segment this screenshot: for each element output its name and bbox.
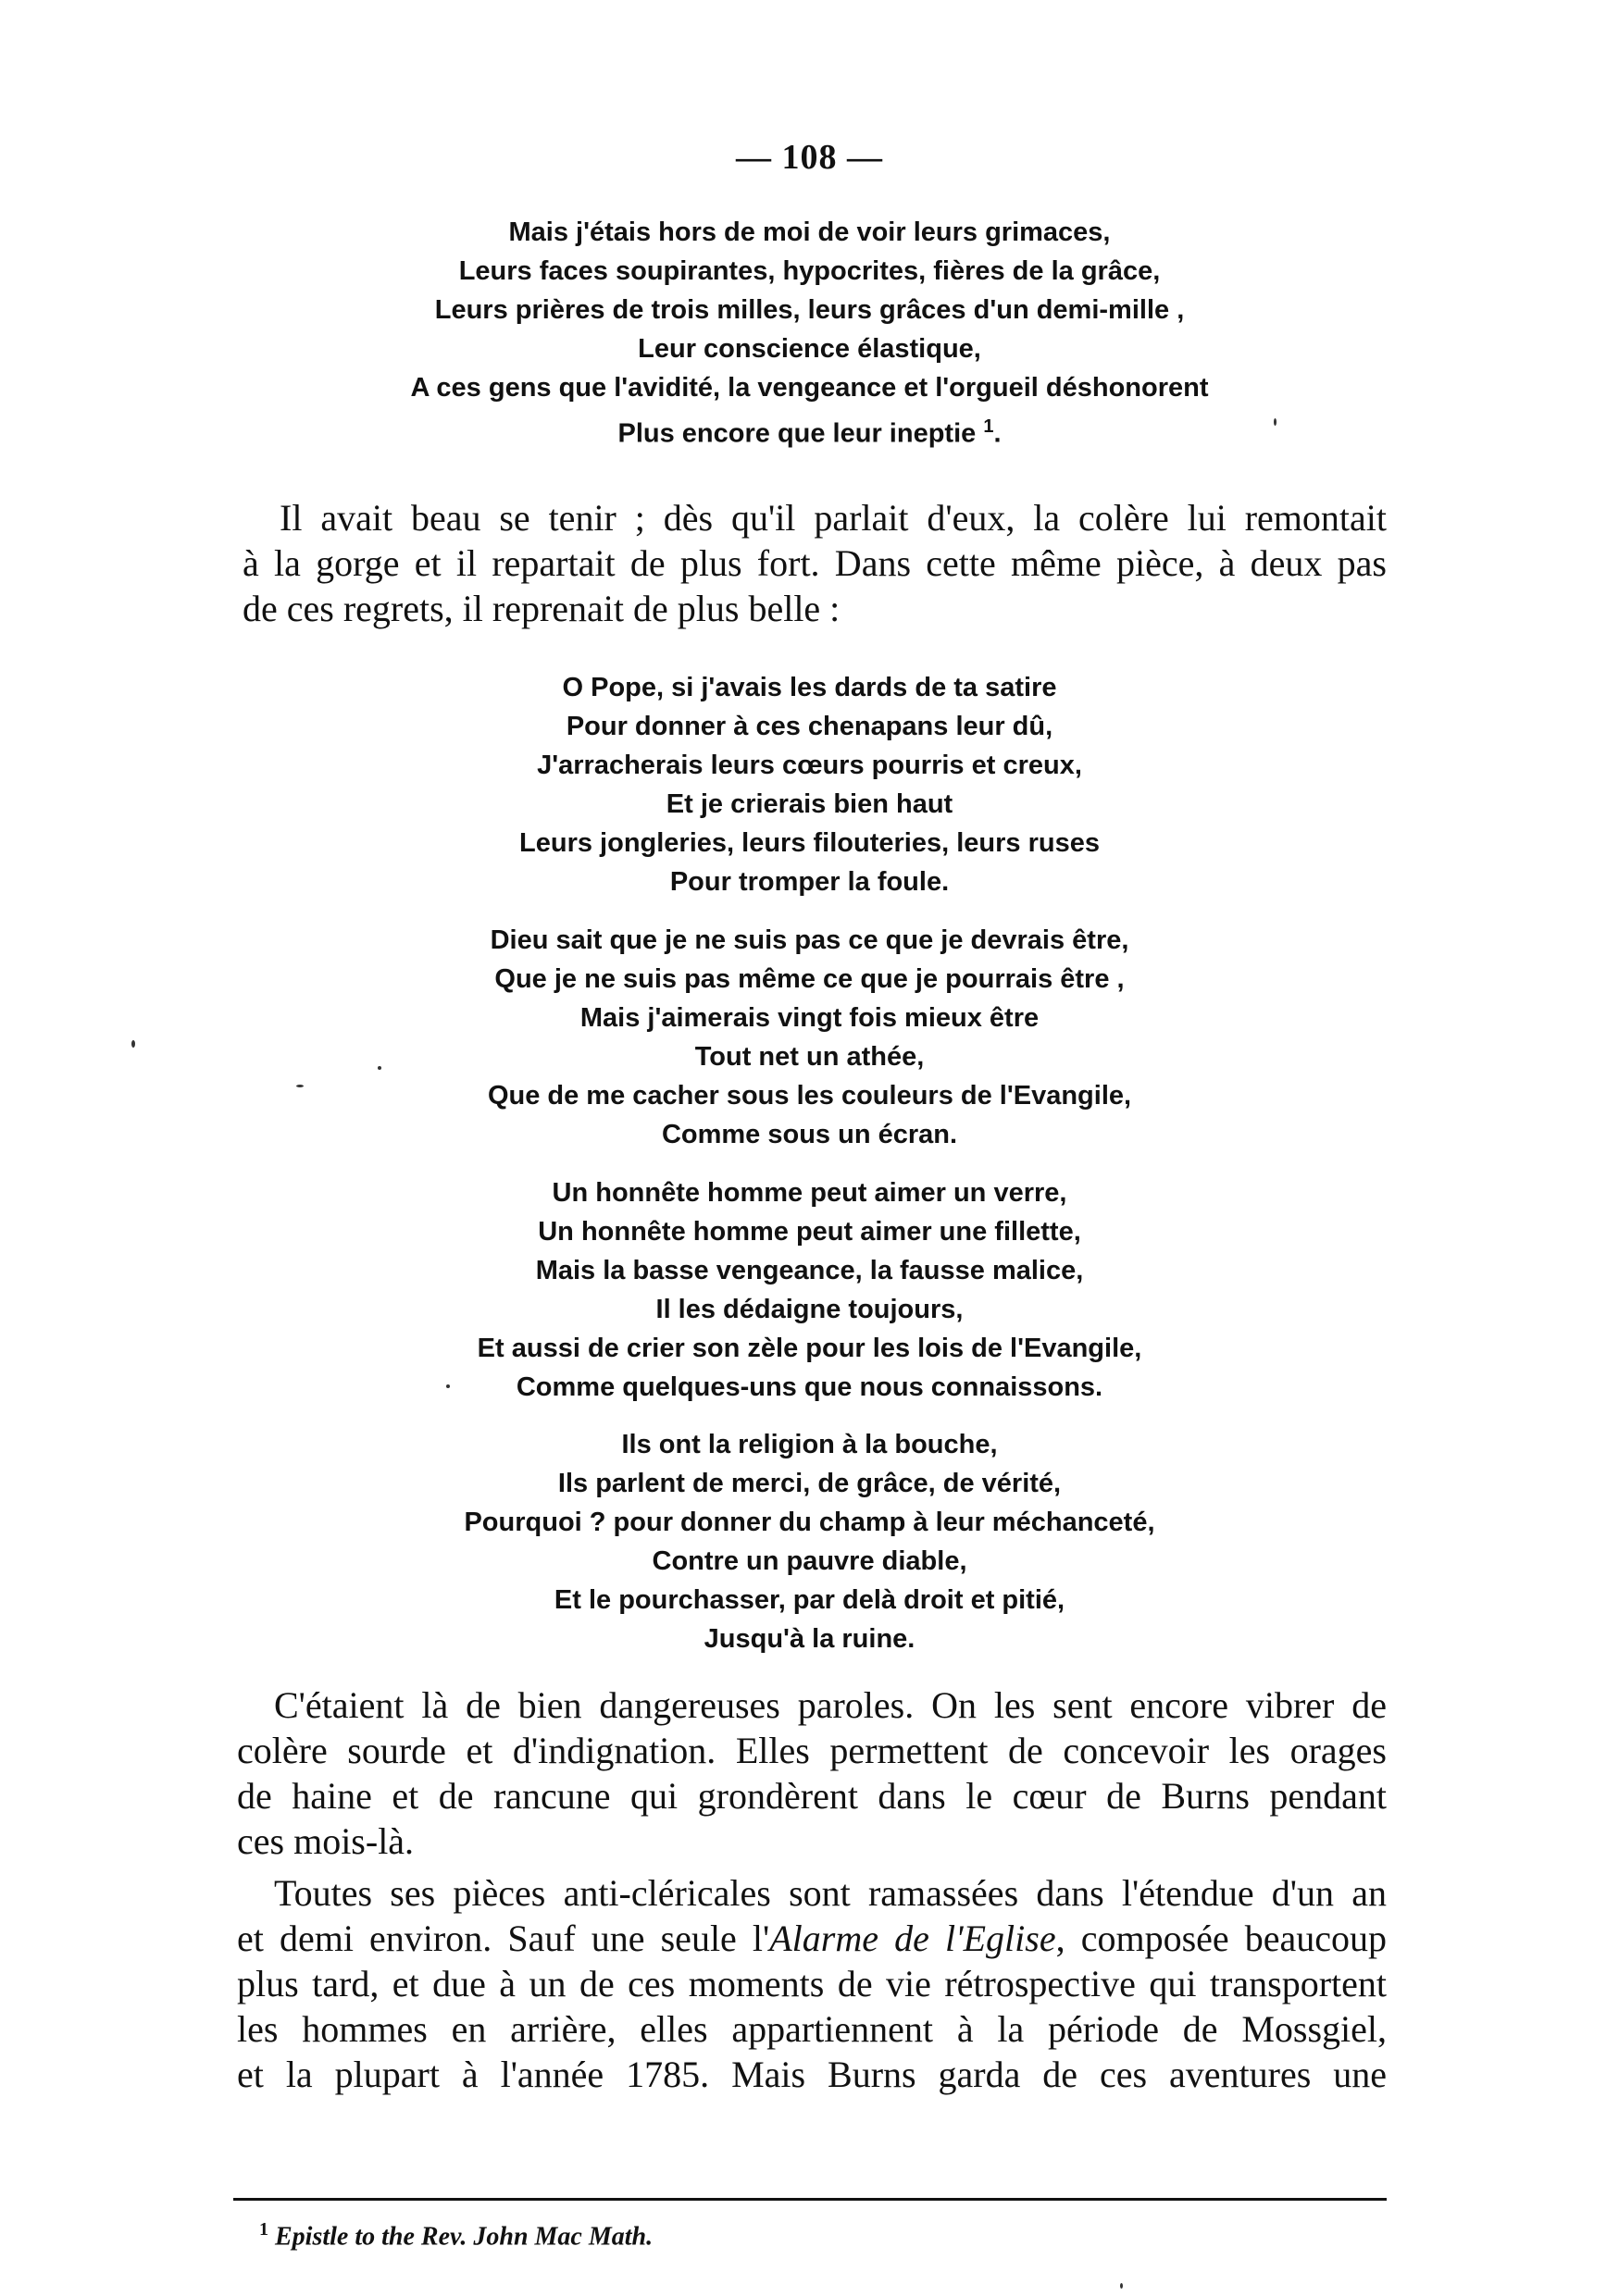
prose-line: les hommes en arrière, elles appartiennent à la période de Mossgiel,	[237, 2008, 1387, 2050]
verse-line: Plus encore que leur ineptie	[617, 418, 977, 449]
scan-speck	[1274, 418, 1277, 426]
scan-speck	[131, 1040, 135, 1048]
prose-paragraph-2	[237, 1682, 1387, 1864]
verse-line: Et aussi de crier son zèle pour les lois de l'Evangile,	[477, 1334, 1142, 1363]
prose-line-with-title	[237, 1916, 1387, 1961]
footnote-ref: 1	[983, 416, 994, 437]
verse-line: Comme quelques-uns que nous connaissons.	[516, 1372, 1103, 1402]
verse-line: Que je ne suis pas même ce que je pourrais être ,	[494, 964, 1125, 994]
prose-line: Il avait beau se tenir ; dès qu'il parlait d'eux, la colère lui remontait	[280, 497, 1387, 539]
verse-line: Et je crierais bien haut	[666, 789, 953, 819]
verse-line: Comme sous un écran.	[661, 1120, 958, 1149]
verse-stanza-1	[0, 213, 1619, 453]
verse-stanza-4	[0, 1173, 1619, 1407]
verse-line: O Pope, si j'avais les dards de ta satire	[562, 673, 1057, 702]
verse-line: Mais la basse vengeance, la fausse malice,	[535, 1256, 1084, 1285]
verse-stanza-5	[0, 1425, 1619, 1658]
verse-stanza-3	[0, 921, 1619, 1154]
prose-line: ces mois-là.	[237, 1820, 415, 1862]
footnote-text: Epistle to the Rev. John Mac Math.	[275, 2222, 654, 2252]
prose-line: colère sourde et d'indignation. Elles permettent de concevoir les orages	[237, 1730, 1387, 1771]
prose-text: et demi environ. Sauf une seule l'	[237, 1917, 770, 1959]
scan-speck	[1120, 2283, 1123, 2289]
verse-line: Que de me cacher sous les couleurs de l'Evangile,	[487, 1081, 1132, 1111]
verse-line: Il les dédaigne toujours,	[655, 1295, 964, 1324]
scan-speck	[378, 1066, 381, 1070]
prose-paragraph-3	[237, 1870, 1387, 2097]
prose-paragraph-1	[243, 495, 1387, 631]
verse-line: Contre un pauvre diable,	[652, 1546, 967, 1576]
prose-line: plus tard, et due à un de ces moments de vie rétrospective qui transportent	[237, 1963, 1387, 2004]
prose-line: C'étaient là de bien dangereuses paroles. On les sent encore vibrer de	[274, 1684, 1387, 1726]
verse-line: Pour tromper la foule.	[669, 867, 950, 897]
scan-speck	[296, 1085, 304, 1087]
footnote-number: 1	[259, 2219, 268, 2240]
verse-line: Leurs jongleries, leurs filouteries, leurs ruses	[519, 828, 1100, 858]
verse-line: Leurs faces soupirantes, hypocrites, fières de la grâce,	[458, 256, 1161, 286]
prose-text: , composée beaucoup	[1055, 1917, 1387, 1959]
verse-line: Tout net un athée,	[694, 1042, 925, 1072]
verse-line: Mais j'étais hors de moi de voir leurs grimaces,	[508, 217, 1111, 247]
verse-line-with-note	[0, 407, 1619, 453]
verse-stanza-2	[0, 668, 1619, 901]
prose-line: de haine et de rancune qui grondèrent dans le cœur de Burns pendant	[237, 1775, 1387, 1817]
verse-line-tail: .	[993, 418, 1002, 449]
verse-line: Et le pourchasser, par delà droit et pitié,	[554, 1585, 1065, 1615]
prose-line: et la plupart à l'année 1785. Mais Burns garda de ces aventures une	[237, 2054, 1387, 2095]
prose-line: de ces regrets, il reprenait de plus belle :	[243, 588, 841, 629]
verse-line: Mais j'aimerais vingt fois mieux être	[579, 1003, 1040, 1033]
work-title: Alarme de l'Eglise	[769, 1917, 1056, 1959]
scan-speck	[446, 1384, 450, 1388]
verse-line: Pour donner à ces chenapans leur dû,	[566, 712, 1053, 741]
verse-line: Leurs prières de trois milles, leurs grâces d'un demi-mille ,	[434, 295, 1185, 325]
verse-line: Dieu sait que je ne suis pas ce que je devrais être,	[490, 925, 1129, 955]
verse-line: Ils parlent de merci, de grâce, de vérité,	[557, 1469, 1062, 1498]
verse-line: Un honnête homme peut aimer une fillette,	[538, 1217, 1081, 1247]
verse-line: Leur conscience élastique,	[638, 334, 981, 364]
verse-line: A ces gens que l'avidité, la vengeance et l'orgueil déshonorent	[410, 373, 1209, 403]
footnote-divider	[233, 2198, 1387, 2201]
verse-line: Jusqu'à la ruine.	[704, 1624, 915, 1654]
verse-line: Un honnête homme peut aimer un verre,	[552, 1178, 1067, 1208]
verse-line: Ils ont la religion à la bouche,	[621, 1430, 998, 1459]
verse-line: J'arracherais leurs cœurs pourris et creux,	[537, 751, 1082, 780]
footnote	[259, 2219, 653, 2252]
prose-line: Toutes ses pièces anti-cléricales sont ramassées dans l'étendue d'un an	[274, 1872, 1387, 1914]
prose-line: à la gorge et il repartait de plus fort. Dans cette même pièce, à deux pas	[243, 542, 1387, 584]
page-number: — 108 —	[736, 138, 883, 177]
verse-line: Pourquoi ? pour donner du champ à leur méchanceté,	[464, 1508, 1155, 1537]
